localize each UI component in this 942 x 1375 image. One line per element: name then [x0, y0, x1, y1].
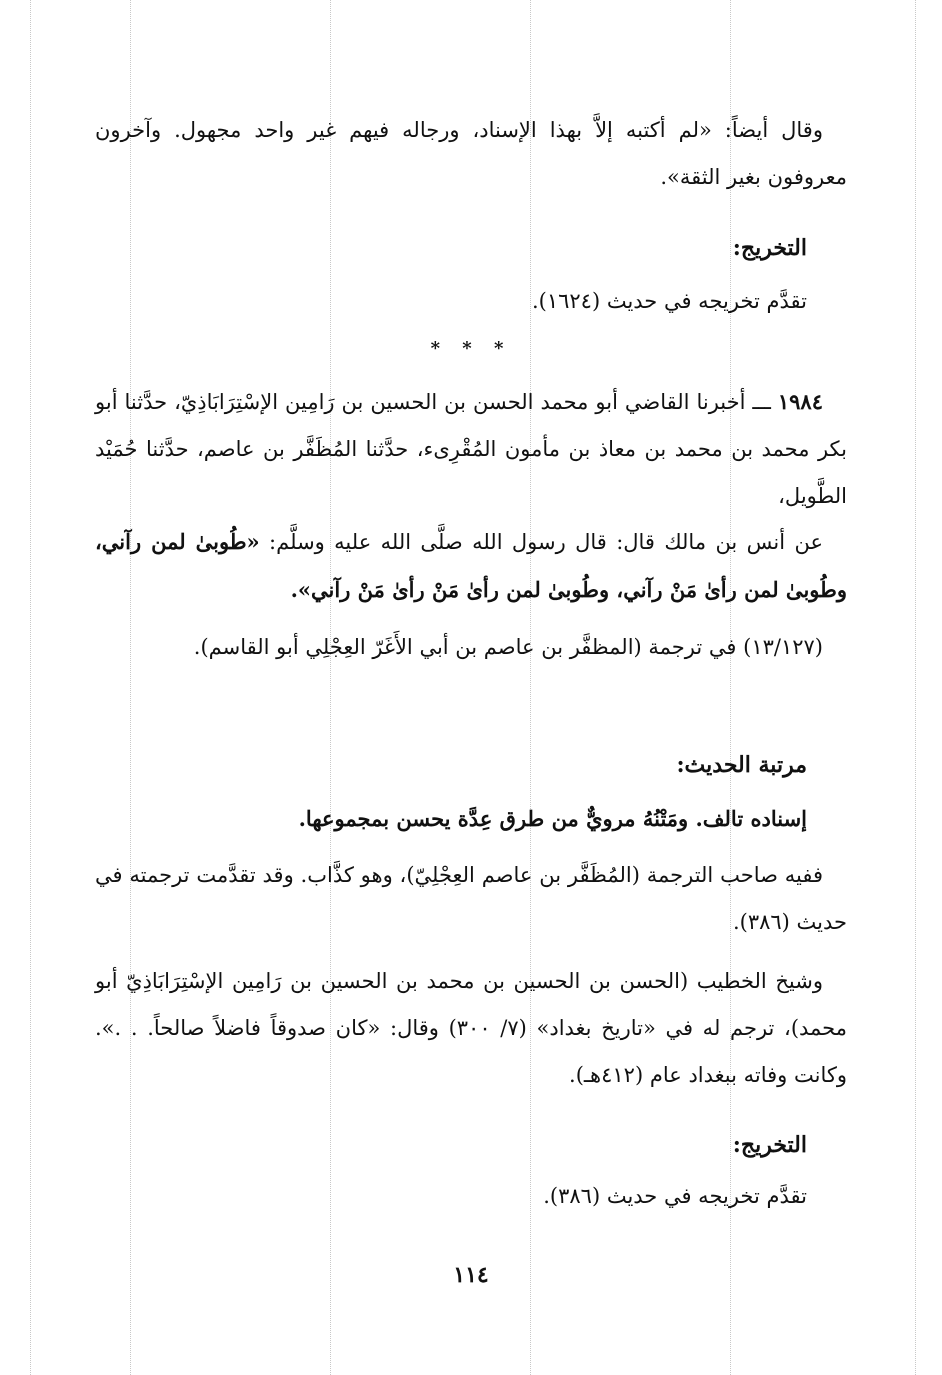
section-separator: * * *	[430, 338, 512, 359]
takhrij-text: تقدَّم تخريجه في حديث (١٦٢٤).	[531, 289, 807, 313]
book-page	[95, 0, 847, 1375]
heading-rutba: مرتبة الحديث:	[676, 752, 807, 778]
hadith-isnad-block	[95, 378, 847, 520]
hadith-reference: (١٣/١٢٧) في ترجمة (المظفَّر بن عاصم بن أبي الأَغَرّ العِجْلِي أبو القاسم).	[193, 635, 823, 659]
heading-takhrij: التخريج:	[732, 1132, 807, 1158]
takhrij-text: تقدَّم تخريجه في حديث (٣٨٦).	[543, 1184, 807, 1208]
paragraph-quote: وقال أيضاً: «لم أكتبه إلاَّ بهذا الإسناد، ورجاله فيهم غير واحد مجهول. وآخرون معروفون بغير الثقة».	[95, 118, 847, 189]
hadith-text-block	[95, 518, 847, 614]
paragraph-narrator: ففيه صاحب الترجمة (المُظَفَّر بن عاصم العِجْلِيّ)، وهو كذَّاب. وقد تقدَّمت ترجمته في حديث (٣٨٦).	[95, 863, 847, 934]
grid-line	[30, 0, 31, 1375]
paragraph-shaykh: وشيخ الخطيب (الحسن بن الحسين بن محمد بن الحسين بن رَامِين الإسْتِرَابَاذِيّ أبو محمد)، ترجم له في «تاريخ بغداد» (٧/ ٣٠٠) وقال: «كان صدوقاً فاضلاً صالحاً. . .». وكانت وفاته ببغداد عام (٤١٢هـ).	[95, 969, 847, 1087]
grid-line	[915, 0, 916, 1375]
page-number: ١١٤	[453, 1262, 489, 1288]
rutba-text: إسناده تالف. ومَتْنُهُ مرويٌّ من طرق عِدَّة يحسن بمجموعها.	[298, 806, 807, 831]
heading-takhrij: التخريج:	[732, 235, 807, 261]
hadith-intro: عن أنس بن مالك قال: قال رسول الله صلَّى الله عليه وسلَّم:	[259, 530, 823, 554]
hadith-number: ١٩٨٤	[777, 389, 823, 414]
hadith-isnad: ـــ أخبرنا القاضي أبو محمد الحسن بن الحسين بن رَامِين الإسْتِرَابَاذِيّ، حدَّثنا أبو بكر محمد بن محمد بن معاذ بن مأمون المُقْرِىء، حدَّثنا المُظَفَّر بن عاصم، حدَّثنا حُمَيْد الطَّويل،	[95, 390, 847, 508]
hadith-matn: «طُوبىٰ لمن رآني، وطُوبىٰ لمن رأىٰ مَنْ رآني، وطُوبىٰ لمن رأىٰ مَنْ رأىٰ مَنْ رآني».	[95, 529, 847, 602]
